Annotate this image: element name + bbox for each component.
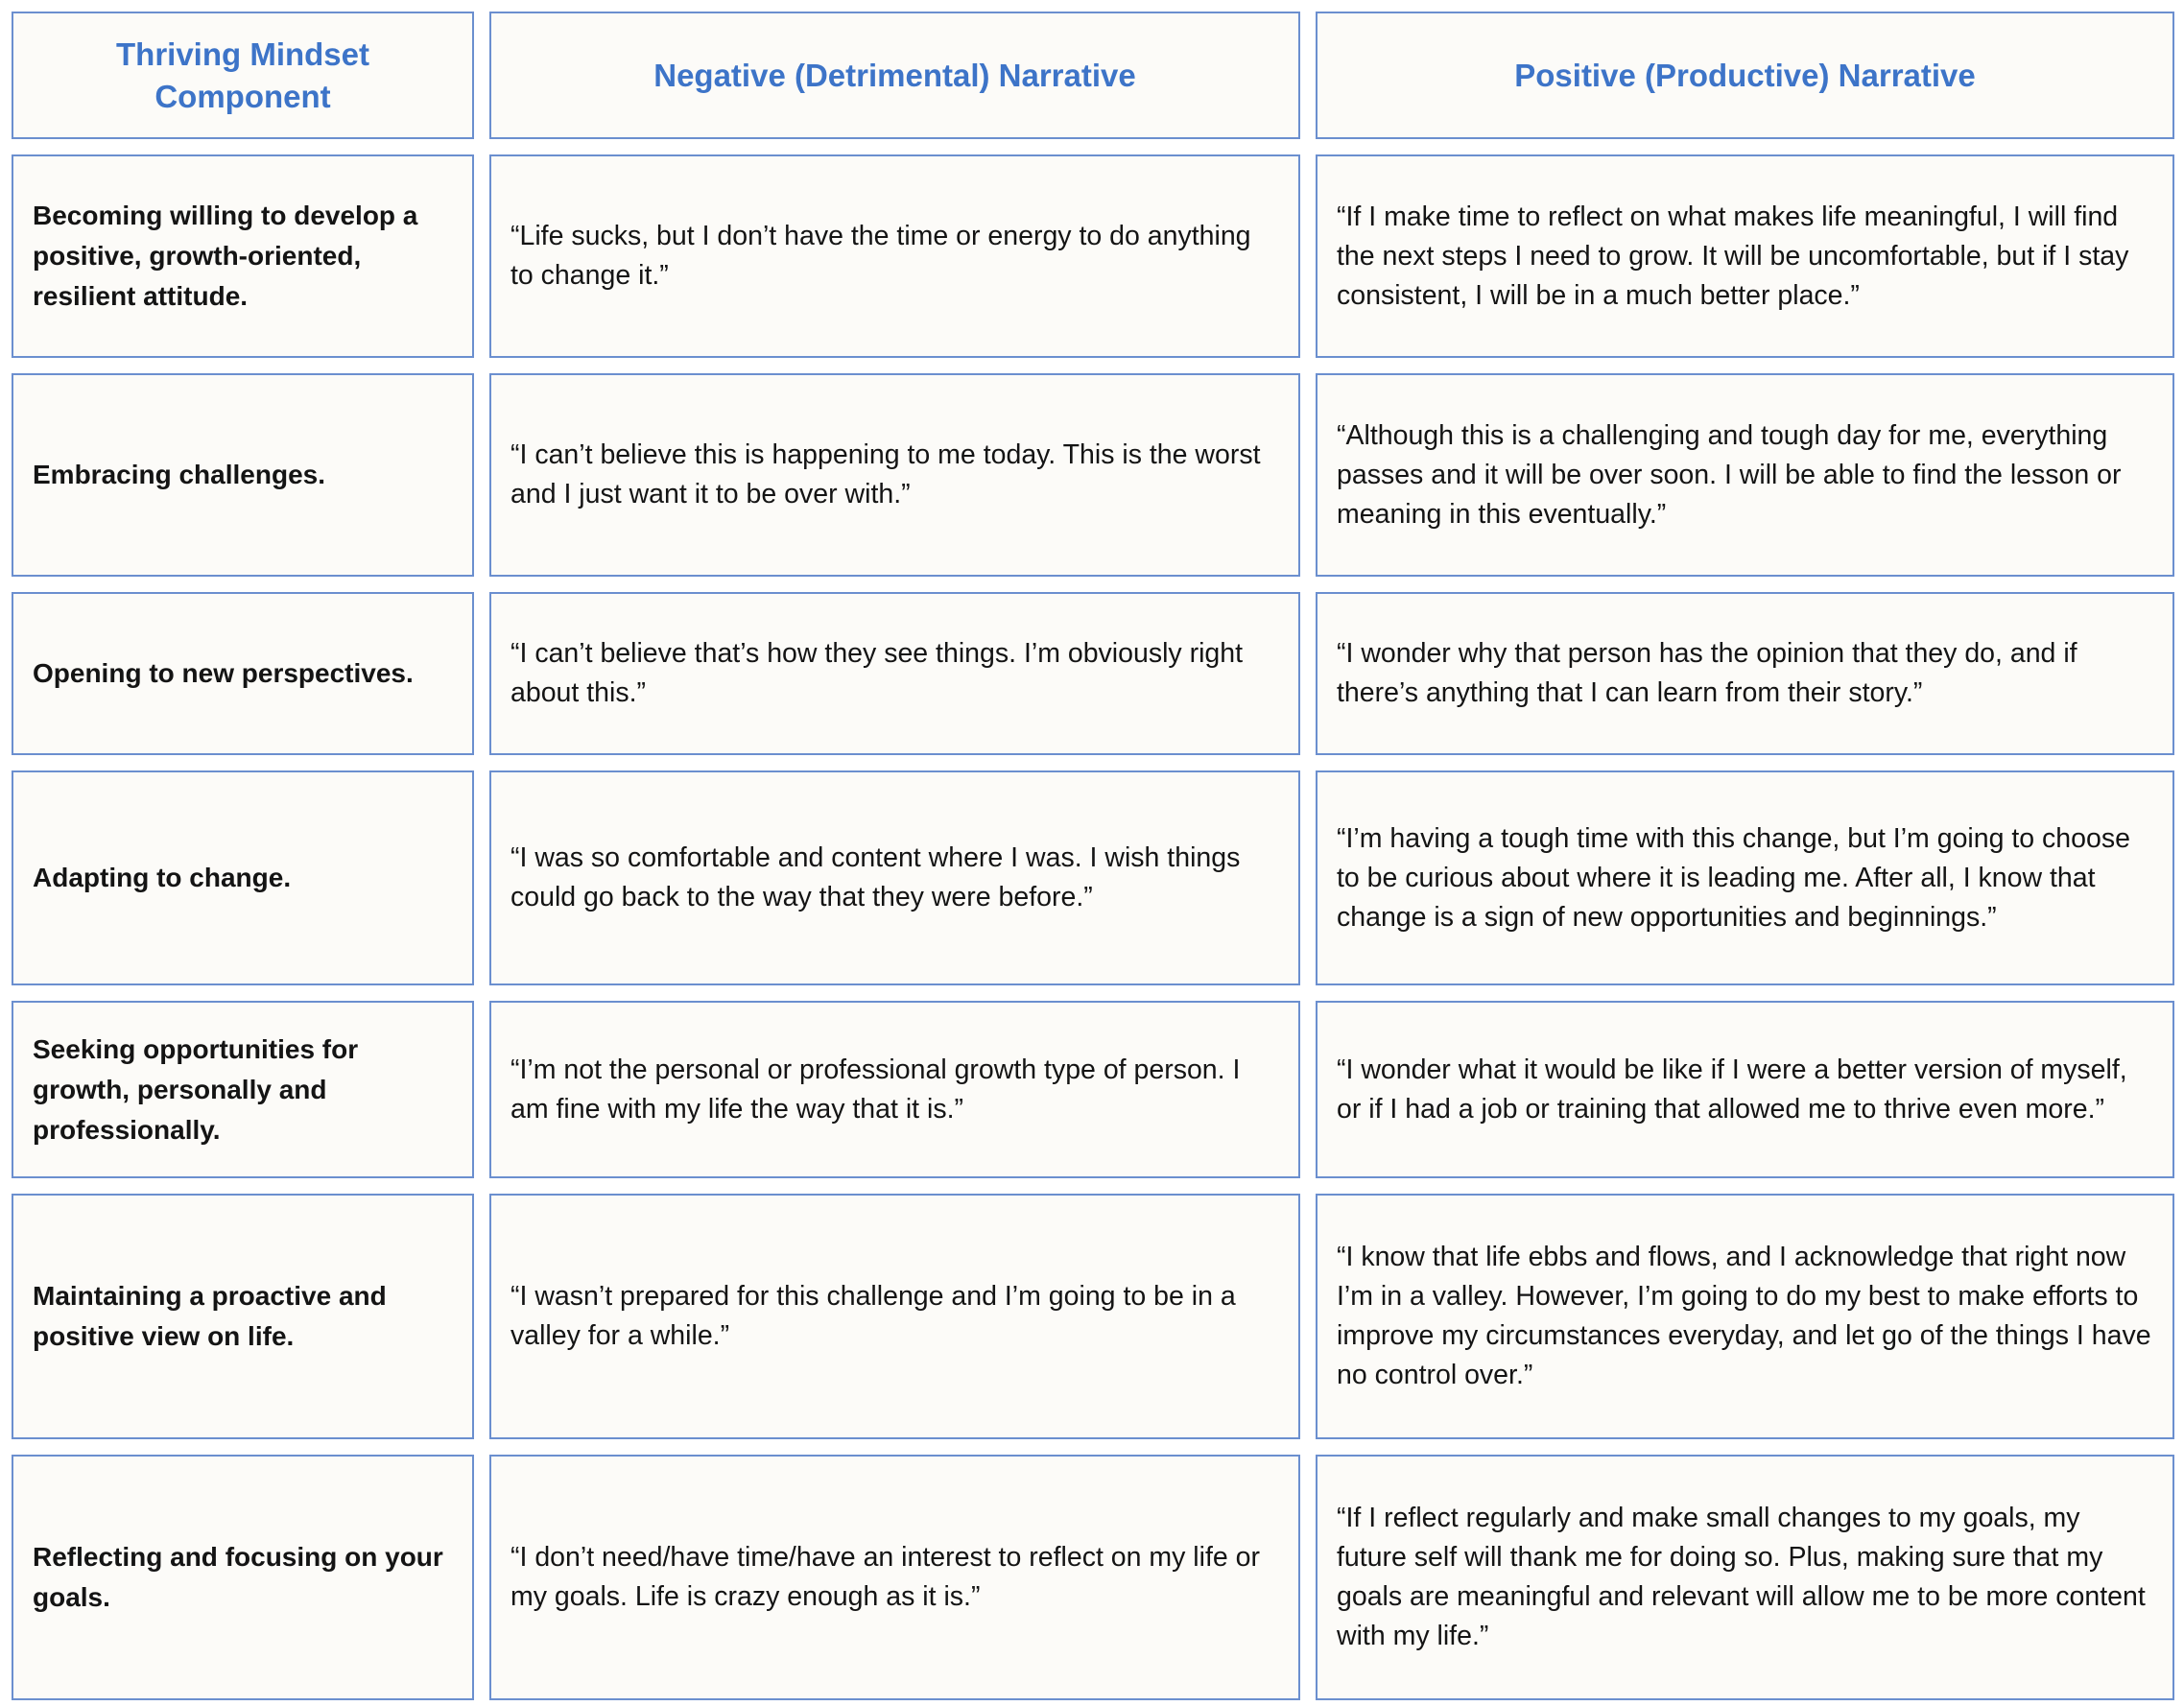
- negative-text: “Life sucks, but I don’t have the time or energy to do anything to change it.”: [510, 221, 1251, 291]
- row-6-negative: [489, 1194, 1300, 1439]
- row-7-negative: [489, 1455, 1300, 1700]
- negative-text: “I was so comfortable and content where I was. I wish things could go back to the way that they were before.”: [510, 842, 1241, 912]
- negative-text: “I don’t need/have time/have an interest to reflect on my life or my goals. Life is crazy enough as it is.”: [510, 1542, 1260, 1612]
- row-1-negative: [489, 154, 1300, 358]
- positive-text: “I’m having a tough time with this change, but I’m going to choose to be curious about where it is leading me. After all, I know that change is a sign of new opportunities and beginnings.”: [1337, 822, 2130, 933]
- row-1-positive: [1316, 154, 2174, 358]
- negative-text: “I wasn’t prepared for this challenge and I’m going to be in a valley for a while.”: [510, 1281, 1236, 1351]
- header-negative-text: Negative (Detrimental) Narrative: [653, 57, 1136, 93]
- component-text: Seeking opportunities for growth, personally and professionally.: [33, 1033, 359, 1145]
- row-2-negative: [489, 373, 1300, 577]
- row-5-negative: [489, 1001, 1300, 1178]
- component-text: Embracing challenges.: [33, 460, 325, 489]
- header-positive-text: Positive (Productive) Narrative: [1514, 57, 1976, 93]
- row-4-negative: [489, 770, 1300, 985]
- component-text: Opening to new perspectives.: [33, 658, 414, 688]
- row-3-negative: [489, 592, 1300, 755]
- component-text: Becoming willing to develop a positive, growth-oriented, resilient attitude.: [33, 201, 418, 311]
- positive-text: “I know that life ebbs and flows, and I acknowledge that right now I’m in a valley. However, I’m going to do my best to make efforts to improve my circumstances everyday, and let go of the things I have no control over.”: [1337, 1242, 2151, 1390]
- row-3-positive: [1316, 592, 2174, 755]
- negative-text: “I can’t believe that’s how they see things. I’m obviously right about this.”: [510, 638, 1244, 708]
- header-positive: [1316, 12, 2174, 139]
- row-7-component: [12, 1455, 474, 1700]
- row-7-positive: [1316, 1455, 2174, 1700]
- positive-text: “Although this is a challenging and tough day for me, everything passes and it will be over soon. I will be able to find the lesson or meaning in this eventually.”: [1337, 419, 2122, 530]
- component-text: Reflecting and focusing on your goals.: [33, 1542, 443, 1612]
- header-negative: [489, 12, 1300, 139]
- header-component-text: Thriving Mindset Component: [116, 36, 369, 114]
- component-text: Maintaining a proactive and positive view on life.: [33, 1281, 387, 1351]
- row-1-component: [12, 154, 474, 358]
- row-4-positive: [1316, 770, 2174, 985]
- row-5-positive: [1316, 1001, 2174, 1178]
- component-text: Adapting to change.: [33, 863, 292, 892]
- row-4-component: [12, 770, 474, 985]
- row-6-positive: [1316, 1194, 2174, 1439]
- row-5-component: [12, 1001, 474, 1178]
- positive-text: “If I make time to reflect on what makes life meaningful, I will find the next steps I need to grow. It will be uncomfortable, but if I stay consistent, I will be in a much better place.”: [1337, 201, 2129, 311]
- positive-text: “I wonder what it would be like if I were a better version of myself, or if I had a job or training that allowed me to thrive even more.”: [1337, 1054, 2127, 1125]
- narrative-table: [12, 12, 2174, 1700]
- row-3-component: [12, 592, 474, 755]
- positive-text: “If I reflect regularly and make small changes to my goals, my future self will thank me for doing so. Plus, making sure that my goals are meaningful and relevant will allow me to be more content with my life.”: [1337, 1503, 2146, 1651]
- row-6-component: [12, 1194, 474, 1439]
- row-2-component: [12, 373, 474, 577]
- negative-text: “I can’t believe this is happening to me today. This is the worst and I just want it to be over with.”: [510, 439, 1261, 509]
- positive-text: “I wonder why that person has the opinion that they do, and if there’s anything that I can learn from their story.”: [1337, 638, 2077, 708]
- header-component: [12, 12, 474, 139]
- row-2-positive: [1316, 373, 2174, 577]
- negative-text: “I’m not the personal or professional growth type of person. I am fine with my life the way that it is.”: [510, 1054, 1241, 1125]
